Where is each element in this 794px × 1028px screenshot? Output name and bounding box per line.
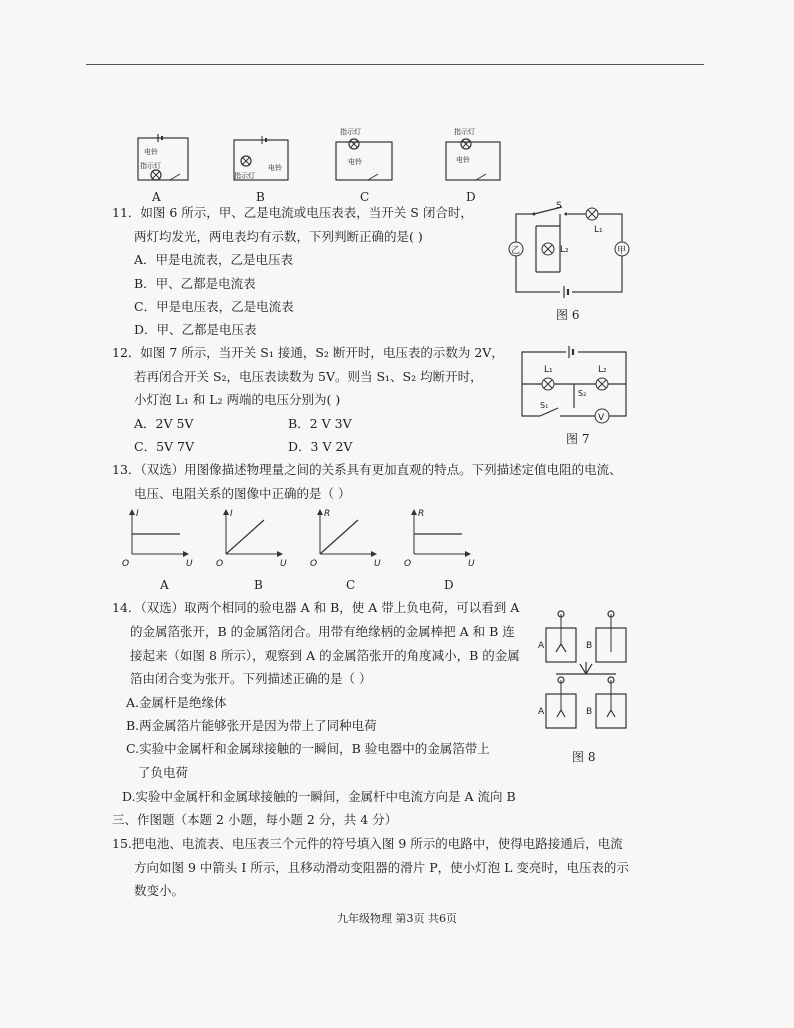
q10-option-a: A — [152, 190, 161, 204]
q11-stem-1: 11．如图 6 所示，甲、乙是电流或电压表表，当开关 S 闭合时， — [112, 205, 473, 220]
svg-text:指示灯: 指示灯 — [454, 128, 475, 136]
svg-text:R: R — [324, 509, 331, 519]
q11-figure-6 — [504, 201, 634, 300]
svg-text:甲: 甲 — [617, 246, 627, 256]
q12-stem-2: 若再闭合开关 S₂，电压表读数为 5V。则当 S₁、S₂ 均断开时， — [134, 369, 483, 384]
q13-stem-2: 电压、电阻关系的图像中正确的是（ ） — [134, 486, 351, 501]
q10-circuit-b — [234, 136, 288, 180]
q14-line-1: 14．（双选）取两个相同的验电器 A 和 B，使 A 带上负电荷，可以看到 A — [112, 600, 520, 615]
q14-option-c-cont: 了负电荷 — [138, 765, 189, 780]
q15-line-2: 方向如图 9 中箭头 I 所示，且移动滑动变阻器的滑片 P，使小灯泡 L 变亮时，电压表的示 — [134, 860, 629, 875]
q11-stem-2: 两灯均发光，两电表均有示数，下列判断正确的是( ) — [134, 229, 423, 244]
q11-option-c: C．甲是电压表，乙是电流表 — [134, 299, 294, 314]
svg-text:O: O — [404, 559, 412, 569]
svg-text:O: O — [216, 559, 224, 569]
svg-text:A: A — [538, 641, 545, 651]
q14-option-d: D.实验中金属杆和金属球接触的一瞬间，金属杆中电流方向是 A 流向 B — [122, 789, 516, 804]
svg-text:L₁: L₁ — [544, 365, 553, 375]
svg-text:I: I — [230, 509, 233, 519]
header-rule — [86, 64, 704, 65]
q13-option-d: D — [444, 578, 454, 592]
q14-option-b: B.两金属箔片能够张开是因为带上了同种电荷 — [126, 718, 377, 733]
svg-text:U: U — [374, 559, 381, 569]
svg-text:指示灯: 指示灯 — [340, 128, 361, 136]
q12-option-c: C．5V 7V — [134, 439, 194, 454]
svg-text:U: U — [280, 559, 287, 569]
q10-circuit-a — [138, 134, 188, 180]
svg-text:电铃: 电铃 — [144, 148, 158, 156]
q10-circuit-d — [446, 127, 500, 180]
q12-option-a: A．2V 5V — [134, 416, 194, 431]
svg-text:S₂: S₂ — [578, 389, 587, 398]
q13-graph-d — [404, 509, 475, 569]
svg-text:S: S — [556, 201, 562, 211]
q10-circuit-c — [336, 127, 392, 180]
q15-line-3: 数变小。 — [134, 883, 185, 898]
q14-line-2: 的金属箔张开，B 的金属箔闭合。用带有绝缘柄的金属棒把 A 和 B 连 — [130, 624, 515, 639]
q13-graphs — [120, 508, 480, 572]
svg-text:指示灯: 指示灯 — [234, 172, 255, 180]
q13-graph-b — [216, 509, 287, 569]
svg-text:S₁: S₁ — [540, 401, 549, 410]
q13-option-a: A — [160, 578, 169, 592]
q14-option-c: C.实验中金属杆和金属球接触的一瞬间，B 验电器中的金属箔带上 — [126, 741, 490, 756]
q10-option-b: B — [256, 190, 265, 204]
q12-figure-7 — [518, 344, 630, 424]
q12-option-b: B．2 V 3V — [288, 416, 352, 431]
q10-option-d: D — [466, 190, 476, 204]
svg-text:电铃: 电铃 — [456, 156, 470, 164]
q11-option-d: D．甲、乙都是电压表 — [134, 322, 257, 337]
svg-text:V: V — [598, 413, 605, 423]
q14-figure-caption: 图 8 — [572, 750, 596, 764]
q12-option-d: D．3 V 2V — [288, 439, 353, 454]
svg-text:L₁: L₁ — [594, 225, 603, 235]
svg-text:I: I — [136, 509, 139, 519]
q10-figure — [130, 128, 510, 200]
svg-text:电铃: 电铃 — [268, 164, 282, 172]
q13-option-c: C — [346, 578, 356, 592]
q10-option-c: C — [360, 190, 370, 204]
svg-text:指示灯: 指示灯 — [140, 162, 161, 170]
q14-figure-8 — [536, 608, 636, 740]
svg-text:U: U — [186, 559, 193, 569]
q13-stem-1: 13．（双选）用图像描述物理量之间的关系具有更加直观的特点。下列描述定值电阻的电流、 — [112, 462, 622, 477]
q11-option-a: A．甲是电流表，乙是电压表 — [134, 252, 294, 267]
q12-stem-3: 小灯泡 L₁ 和 L₂ 两端的电压分别为( ) — [134, 392, 341, 407]
svg-text:乙: 乙 — [511, 246, 521, 256]
q11-option-b: B．甲、乙都是电流表 — [134, 276, 256, 291]
q14-line-3: 接起来（如图 8 所示），观察到 A 的金属箔张开的角度减小，B 的金属 — [130, 648, 520, 663]
q13-option-b: B — [254, 578, 263, 592]
q15-line-1: 15.把电池、电流表、电压表三个元件的符号填入图 9 所示的电路中，使得电路接通后，电流 — [112, 836, 623, 851]
svg-text:R: R — [418, 509, 425, 519]
page-footer: 九年级物理 第3页 共6页 — [337, 912, 457, 925]
svg-text:L₂: L₂ — [598, 365, 607, 375]
svg-text:B: B — [586, 707, 593, 717]
q12-stem-1: 12．如图 7 所示，当开关 S₁ 接通，S₂ 断开时，电压表的示数为 2V， — [112, 345, 504, 360]
q14-line-4: 箔由闭合变为张开。下列描述正确的是（ ） — [130, 671, 372, 686]
svg-text:O: O — [122, 559, 130, 569]
svg-text:电铃: 电铃 — [348, 158, 362, 166]
svg-text:A: A — [538, 707, 545, 717]
section-3-heading: 三、作图题（本题 2 小题，每小题 2 分，共 4 分） — [112, 812, 398, 827]
q12-figure-caption: 图 7 — [566, 432, 590, 446]
q13-graph-a — [122, 509, 193, 569]
q13-graph-c — [310, 509, 381, 569]
q14-option-a: A.金属杆是绝缘体 — [126, 695, 227, 710]
svg-text:O: O — [310, 559, 318, 569]
q11-figure-caption: 图 6 — [556, 308, 580, 322]
svg-text:B: B — [586, 641, 593, 651]
svg-text:L₂: L₂ — [560, 245, 569, 255]
svg-text:U: U — [468, 559, 475, 569]
